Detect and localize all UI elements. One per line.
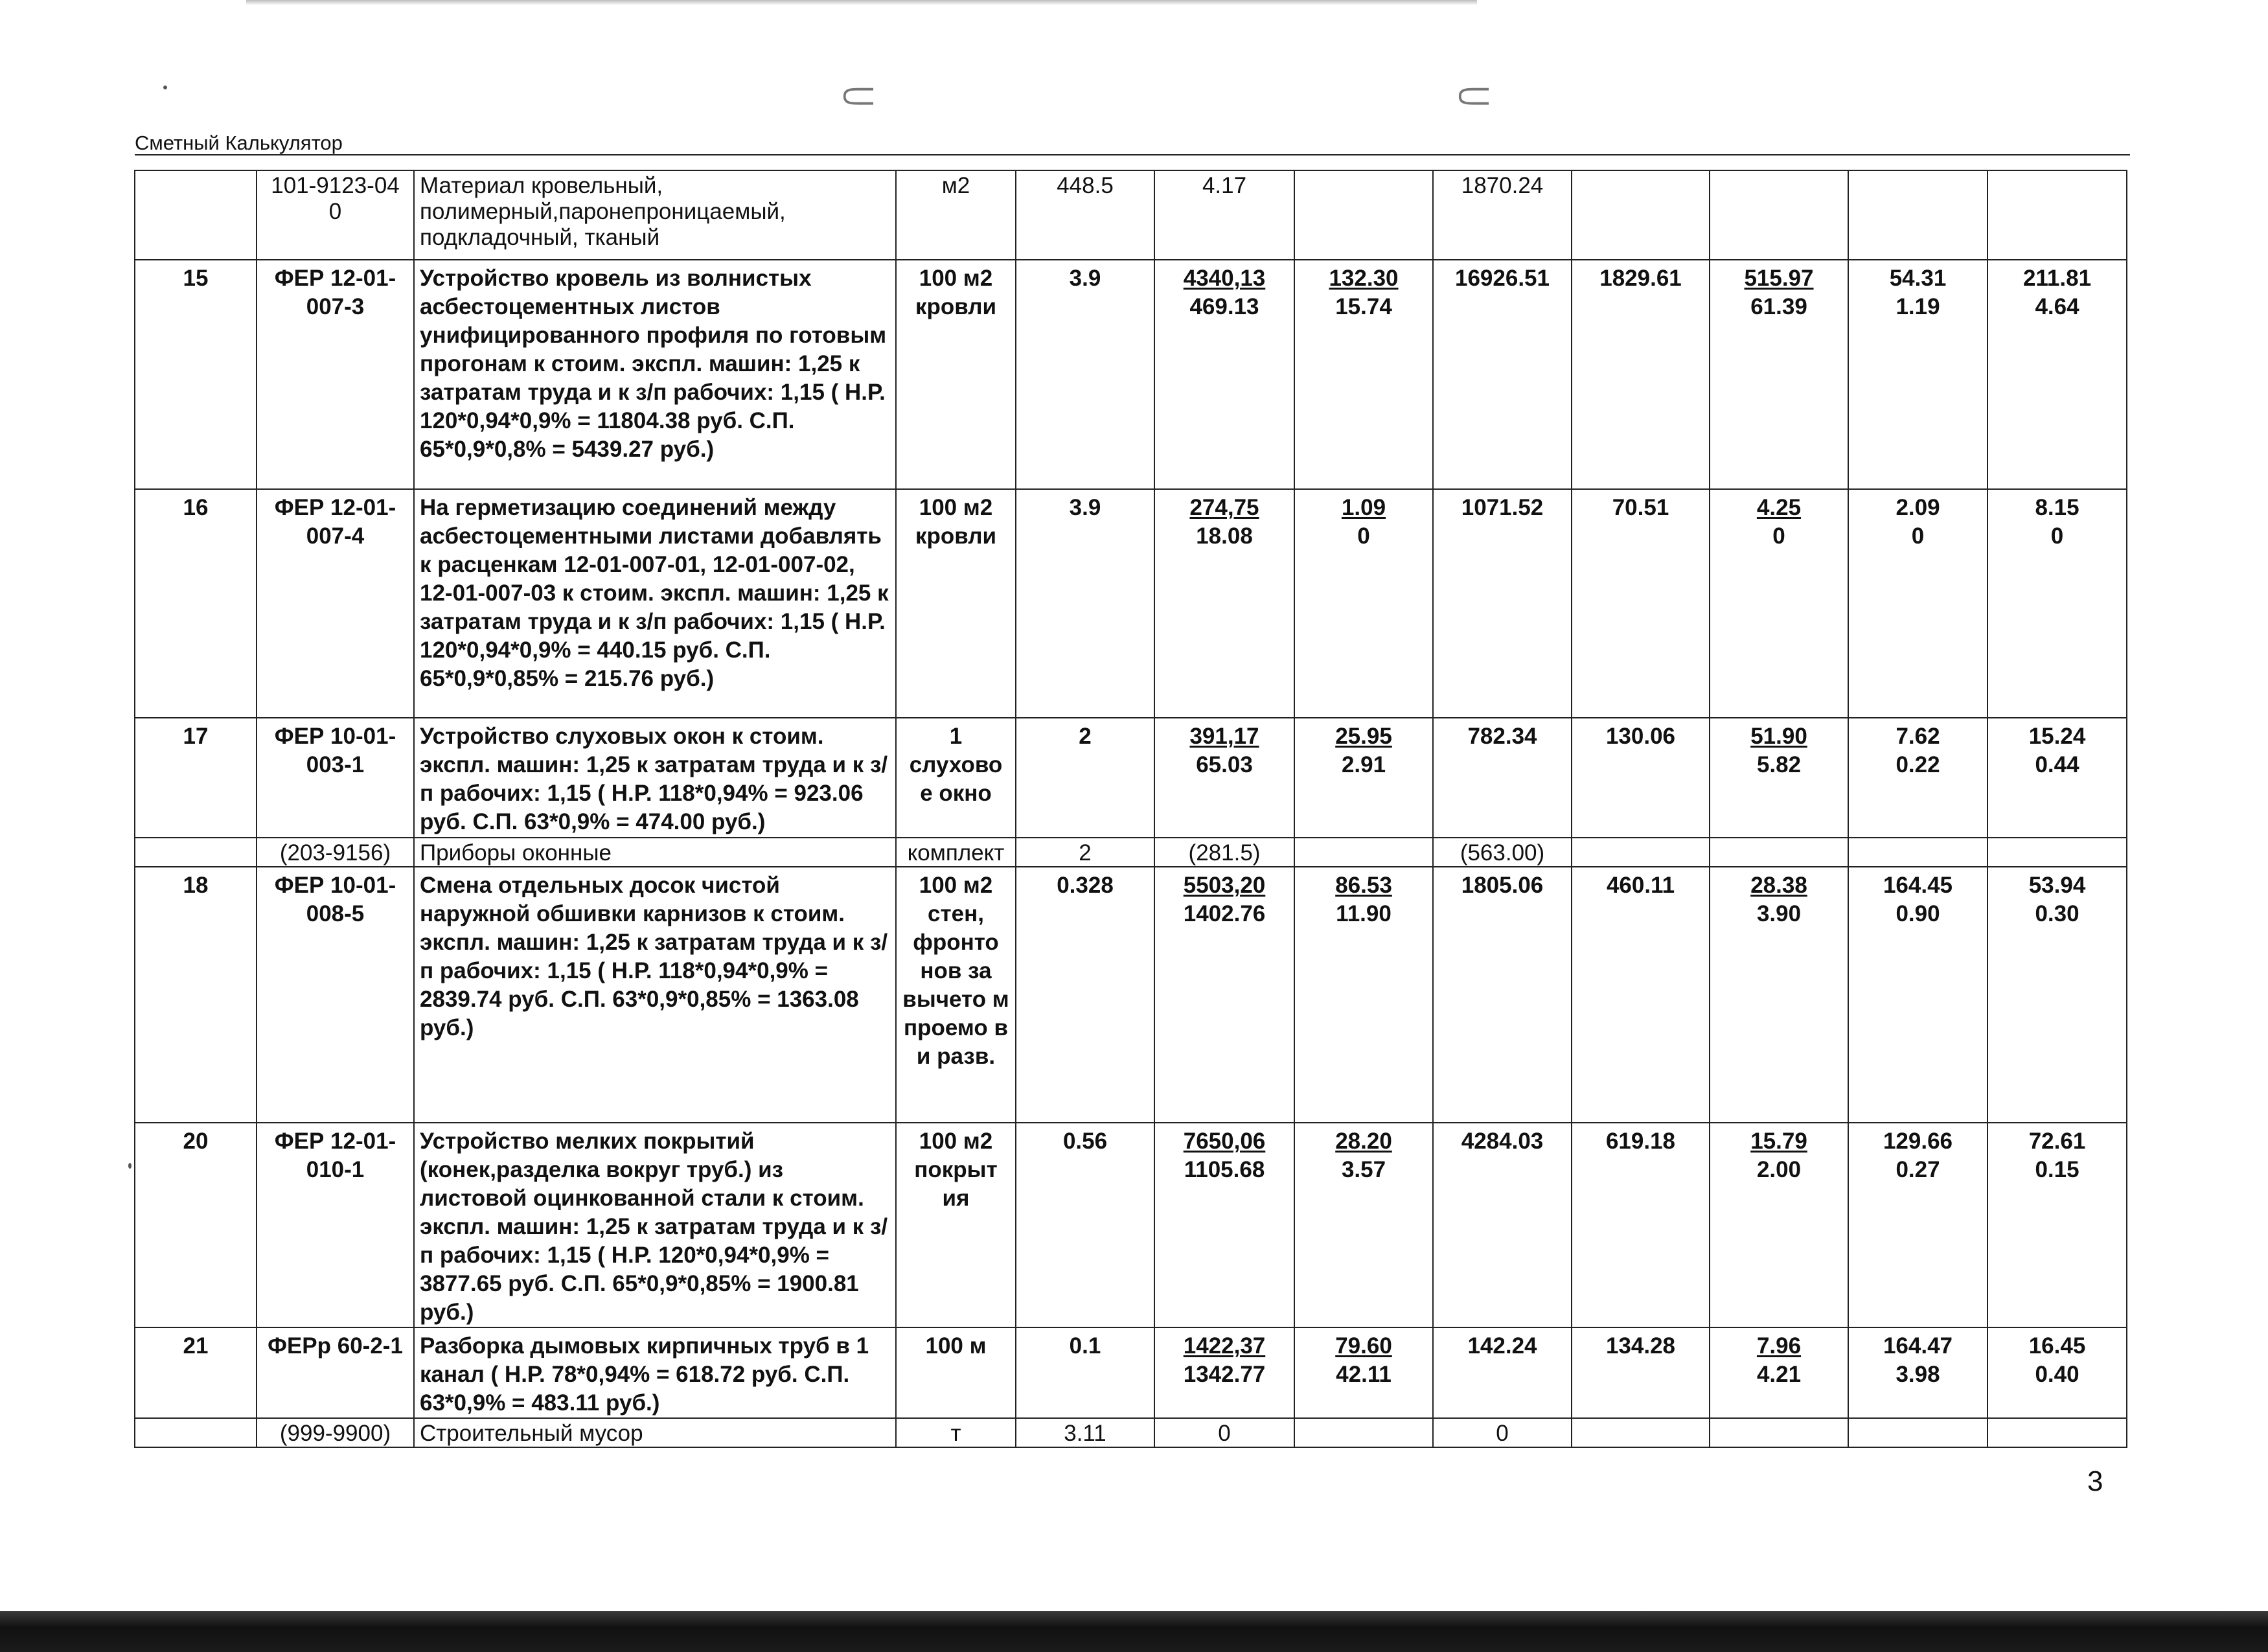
table-row	[135, 1418, 2127, 1447]
quantity: 0.328	[1016, 867, 1154, 1123]
labor-hours-total-top: 53.94	[2028, 873, 2086, 898]
unit-cost-bottom: 1342.77	[1183, 1362, 1266, 1387]
punch-hole-mark: ⸦	[1448, 67, 1500, 127]
labor-hours-bottom: 0.90	[1896, 901, 1940, 926]
machine-cost-top: 28.20	[1335, 1129, 1392, 1154]
quantity: 2	[1016, 838, 1154, 867]
unit-cost	[1154, 838, 1294, 867]
row-number: 15	[135, 260, 257, 489]
header-rule	[135, 154, 2130, 155]
total-cost: 1870.24	[1433, 170, 1572, 260]
work-description: Смена отдельных досок чистой наружной обшивки карнизов к стоим. экспл. машин: 1,25 к затратам труда и к з/п рабочих: 1,15 ( Н.Р. 118*0,94*0,9% = 2839.74 руб. С.П. 63*0,9*0,85% = 1363.08 руб.)	[414, 867, 896, 1123]
machine-total-top: 515.97	[1744, 266, 1814, 291]
work-description: Материал кровельный, полимерный,паронепроницаемый, подкладочный, тканый	[414, 170, 896, 260]
machine-cost-bottom: 42.11	[1336, 1362, 1392, 1387]
labor-hours	[1848, 489, 1987, 718]
unit-cost	[1154, 1327, 1294, 1418]
machine-total	[1710, 1327, 1848, 1418]
machine-cost-top: 86.53	[1335, 873, 1392, 898]
labor-hours-total-bottom: 0.40	[2035, 1362, 2079, 1387]
machine-total	[1710, 260, 1848, 489]
labor-total	[1572, 838, 1710, 867]
scan-speck	[128, 1163, 132, 1169]
labor-hours	[1848, 1418, 1987, 1447]
labor-total: 619.18	[1572, 1123, 1710, 1327]
machine-total-bottom: 0	[1772, 523, 1785, 549]
unit-cost	[1154, 1418, 1294, 1447]
row-number: 18	[135, 867, 257, 1123]
machine-cost	[1294, 489, 1433, 718]
machine-cost	[1294, 170, 1433, 260]
unit-of-measure: 100 м2 покрыт ия	[896, 1123, 1016, 1327]
unit-cost	[1154, 260, 1294, 489]
machine-cost-bottom: 15.74	[1335, 294, 1392, 319]
rate-code: ФЕР 12-01-007-4	[257, 489, 414, 718]
labor-hours-total	[1987, 489, 2127, 718]
labor-hours-bottom: 1.19	[1896, 294, 1940, 319]
total-cost: 4284.03	[1433, 1123, 1572, 1327]
quantity: 0.1	[1016, 1327, 1154, 1418]
machine-cost	[1294, 260, 1433, 489]
machine-cost-bottom: 3.57	[1341, 1157, 1386, 1182]
machine-total-top: 7.96	[1756, 1333, 1802, 1359]
work-description: На герметизацию соединений между асбестоцементными листами добавлять к расценкам 12-01-007-01, 12-01-007-02, 12-01-007-03 к стоим. экспл. машин: 1,25 к затратам труда и к з/п рабочих: 1,15 ( Н.Р. 120*0,94*0,9% = 440.15 руб. С.П. 65*0,9*0,85% = 215.76 руб.)	[414, 489, 896, 718]
work-description: Устройство слуховых окон к стоим. экспл. машин: 1,25 к затратам труда и к з/п рабочих: 1,15 ( Н.Р. 118*0,94% = 923.06 руб. С.П. 63*0,9% = 474.00 руб.)	[414, 718, 896, 838]
machine-cost-bottom: 11.90	[1336, 901, 1392, 926]
row-number	[135, 170, 257, 260]
machine-cost-top: 132.30	[1329, 266, 1399, 291]
unit-cost	[1154, 718, 1294, 838]
labor-hours	[1848, 1123, 1987, 1327]
labor-hours-total-bottom: 0	[2050, 523, 2064, 549]
total-cost: 16926.51	[1433, 260, 1572, 489]
machine-total-top: 51.90	[1750, 724, 1807, 749]
machine-total	[1710, 718, 1848, 838]
unit-cost	[1154, 489, 1294, 718]
labor-hours-total	[1987, 718, 2127, 838]
document-header-title: Сметный Калькулятор	[135, 132, 343, 154]
labor-hours-bottom: 0	[1911, 523, 1925, 549]
labor-hours-total-bottom: 0.30	[2035, 901, 2079, 926]
rate-code: ФЕРр 60-2-1	[257, 1327, 414, 1418]
machine-total-bottom: 4.21	[1756, 1362, 1802, 1387]
labor-hours	[1848, 1327, 1987, 1418]
unit-of-measure: м2	[896, 170, 1016, 260]
machine-cost-top: 1.09	[1341, 495, 1386, 520]
work-description: Строительный мусор	[414, 1418, 896, 1447]
labor-hours-total-top: 16.45	[2028, 1333, 2086, 1359]
labor-hours-bottom: 0.27	[1896, 1157, 1940, 1182]
machine-total-top: 4.25	[1756, 495, 1802, 520]
machine-total-bottom: 61.39	[1750, 294, 1807, 319]
machine-cost-top: 25.95	[1335, 724, 1392, 749]
rate-code: (203-9156)	[257, 838, 414, 867]
rate-code: (999-9900)	[257, 1418, 414, 1447]
labor-hours-total	[1987, 838, 2127, 867]
total-cost: (563.00)	[1433, 838, 1572, 867]
labor-hours-total	[1987, 867, 2127, 1123]
estimate-table	[134, 170, 2127, 1448]
table-row	[135, 867, 2127, 1123]
unit-cost-top: 4340,13	[1183, 266, 1266, 291]
quantity: 3.9	[1016, 260, 1154, 489]
rate-code: ФЕР 12-01-007-3	[257, 260, 414, 489]
unit-cost-bottom: 469.13	[1189, 294, 1259, 319]
rate-code: ФЕР 12-01-010-1	[257, 1123, 414, 1327]
row-number: 17	[135, 718, 257, 838]
rate-code: ФЕР 10-01-003-1	[257, 718, 414, 838]
labor-hours-top: 2.09	[1896, 495, 1940, 520]
rate-code: 101-9123-04 0	[257, 170, 414, 260]
labor-hours-top: 164.47	[1883, 1333, 1953, 1359]
machine-cost	[1294, 1327, 1433, 1418]
unit-cost	[1154, 1123, 1294, 1327]
machine-total-bottom: 3.90	[1756, 901, 1802, 926]
quantity: 2	[1016, 718, 1154, 838]
unit-cost-bottom: 18.08	[1196, 523, 1253, 549]
unit-cost-top: 274,75	[1189, 495, 1259, 520]
table-row	[135, 260, 2127, 489]
row-number	[135, 1418, 257, 1447]
labor-hours-total-top: 211.81	[2022, 266, 2092, 291]
labor-hours	[1848, 838, 1987, 867]
labor-hours	[1848, 718, 1987, 838]
labor-hours-total-bottom: 0.15	[2035, 1157, 2079, 1182]
labor-hours-top: 129.66	[1883, 1129, 1953, 1154]
scan-edge-top	[246, 0, 1477, 5]
row-number: 21	[135, 1327, 257, 1418]
unit-cost-top: 1422,37	[1183, 1333, 1266, 1359]
machine-total-bottom: 5.82	[1756, 752, 1802, 777]
unit-of-measure: 100 м	[896, 1327, 1016, 1418]
table-row	[135, 1327, 2127, 1418]
unit-cost-top: 0	[1218, 1421, 1231, 1446]
unit-cost-top: 4.17	[1202, 173, 1247, 198]
quantity: 3.9	[1016, 489, 1154, 718]
labor-hours-total	[1987, 170, 2127, 260]
quantity: 448.5	[1016, 170, 1154, 260]
unit-cost-top: 5503,20	[1183, 873, 1266, 898]
machine-total-bottom: 2.00	[1756, 1157, 1802, 1182]
unit-cost-top: 391,17	[1189, 724, 1259, 749]
labor-hours-total-top: 72.61	[2028, 1129, 2086, 1154]
labor-hours-total-top: 8.15	[2035, 495, 2079, 520]
total-cost: 1071.52	[1433, 489, 1572, 718]
work-description: Разборка дымовых кирпичных труб в 1 канал ( Н.Р. 78*0,94% = 618.72 руб. С.П. 63*0,9% = 483.11 руб.)	[414, 1327, 896, 1418]
machine-total	[1710, 170, 1848, 260]
unit-of-measure: т	[896, 1418, 1016, 1447]
unit-of-measure: 1 слухово е окно	[896, 718, 1016, 838]
labor-hours-top: 164.45	[1883, 873, 1953, 898]
labor-hours-total	[1987, 1327, 2127, 1418]
table-row	[135, 838, 2127, 867]
scan-edge-bottom	[0, 1611, 2268, 1652]
work-description: Приборы оконные	[414, 838, 896, 867]
unit-cost	[1154, 867, 1294, 1123]
labor-hours-total	[1987, 260, 2127, 489]
machine-total	[1710, 838, 1848, 867]
labor-hours-top: 54.31	[1889, 266, 1947, 291]
machine-cost	[1294, 718, 1433, 838]
labor-hours-total-top: 15.24	[2028, 724, 2086, 749]
table-row	[135, 489, 2127, 718]
page-number: 3	[2087, 1465, 2103, 1497]
labor-hours-total-bottom: 0.44	[2035, 752, 2079, 777]
machine-cost-bottom: 0	[1357, 523, 1370, 549]
labor-hours	[1848, 867, 1987, 1123]
unit-cost-top: (281.5)	[1188, 840, 1261, 866]
labor-hours-total	[1987, 1418, 2127, 1447]
total-cost: 1805.06	[1433, 867, 1572, 1123]
row-number: 20	[135, 1123, 257, 1327]
table-row	[135, 170, 2127, 260]
rate-code: ФЕР 10-01-008-5	[257, 867, 414, 1123]
labor-total: 1829.61	[1572, 260, 1710, 489]
labor-hours-bottom: 0.22	[1896, 752, 1940, 777]
machine-cost	[1294, 1123, 1433, 1327]
machine-total	[1710, 1123, 1848, 1327]
machine-cost	[1294, 838, 1433, 867]
scan-speck	[163, 86, 167, 89]
table-row	[135, 1123, 2127, 1327]
unit-cost-bottom: 1105.68	[1184, 1157, 1265, 1182]
unit-of-measure: комплект	[896, 838, 1016, 867]
labor-hours-total-bottom: 4.64	[2035, 294, 2079, 319]
row-number: 16	[135, 489, 257, 718]
machine-total	[1710, 489, 1848, 718]
machine-cost	[1294, 867, 1433, 1123]
machine-cost-bottom: 2.91	[1341, 752, 1386, 777]
unit-cost-bottom: 1402.76	[1183, 901, 1266, 926]
punch-hole-mark: ⸦	[832, 67, 884, 127]
machine-total	[1710, 867, 1848, 1123]
total-cost: 0	[1433, 1418, 1572, 1447]
total-cost: 142.24	[1433, 1327, 1572, 1418]
labor-total: 134.28	[1572, 1327, 1710, 1418]
labor-total: 460.11	[1572, 867, 1710, 1123]
unit-of-measure: 100 м2 кровли	[896, 260, 1016, 489]
labor-hours-top: 7.62	[1896, 724, 1940, 749]
labor-total	[1572, 1418, 1710, 1447]
labor-total: 130.06	[1572, 718, 1710, 838]
quantity: 0.56	[1016, 1123, 1154, 1327]
labor-hours-bottom: 3.98	[1896, 1362, 1940, 1387]
machine-total-top: 15.79	[1750, 1129, 1807, 1154]
work-description: Устройство мелких покрытий (конек,разделка вокруг труб.) из листовой оцинкованной стали к стоим. экспл. машин: 1,25 к затратам труда и к з/п рабочих: 1,15 ( Н.Р. 120*0,94*0,9% = 3877.65 руб. С.П. 65*0,9*0,85% = 1900.81 руб.)	[414, 1123, 896, 1327]
unit-cost	[1154, 170, 1294, 260]
machine-total-top: 28.38	[1750, 873, 1807, 898]
labor-hours	[1848, 260, 1987, 489]
unit-of-measure: 100 м2 кровли	[896, 489, 1016, 718]
unit-cost-bottom: 65.03	[1196, 752, 1253, 777]
labor-total	[1572, 170, 1710, 260]
total-cost: 782.34	[1433, 718, 1572, 838]
labor-hours	[1848, 170, 1987, 260]
quantity: 3.11	[1016, 1418, 1154, 1447]
work-description: Устройство кровель из волнистых асбестоцементных листов унифицированного профиля по готовым прогонам к стоим. экспл. машин: 1,25 к затратам труда и к з/п рабочих: 1,15 ( Н.Р. 120*0,94*0,9% = 11804.38 руб. С.П. 65*0,9*0,8% = 5439.27 руб.)	[414, 260, 896, 489]
table-row	[135, 718, 2127, 838]
unit-cost-top: 7650,06	[1183, 1129, 1266, 1154]
labor-hours-total	[1987, 1123, 2127, 1327]
labor-total: 70.51	[1572, 489, 1710, 718]
machine-cost-top: 79.60	[1335, 1333, 1392, 1359]
machine-total	[1710, 1418, 1848, 1447]
machine-cost	[1294, 1418, 1433, 1447]
unit-of-measure: 100 м2 стен, фронто нов за вычето м проемо в и разв.	[896, 867, 1016, 1123]
row-number	[135, 838, 257, 867]
